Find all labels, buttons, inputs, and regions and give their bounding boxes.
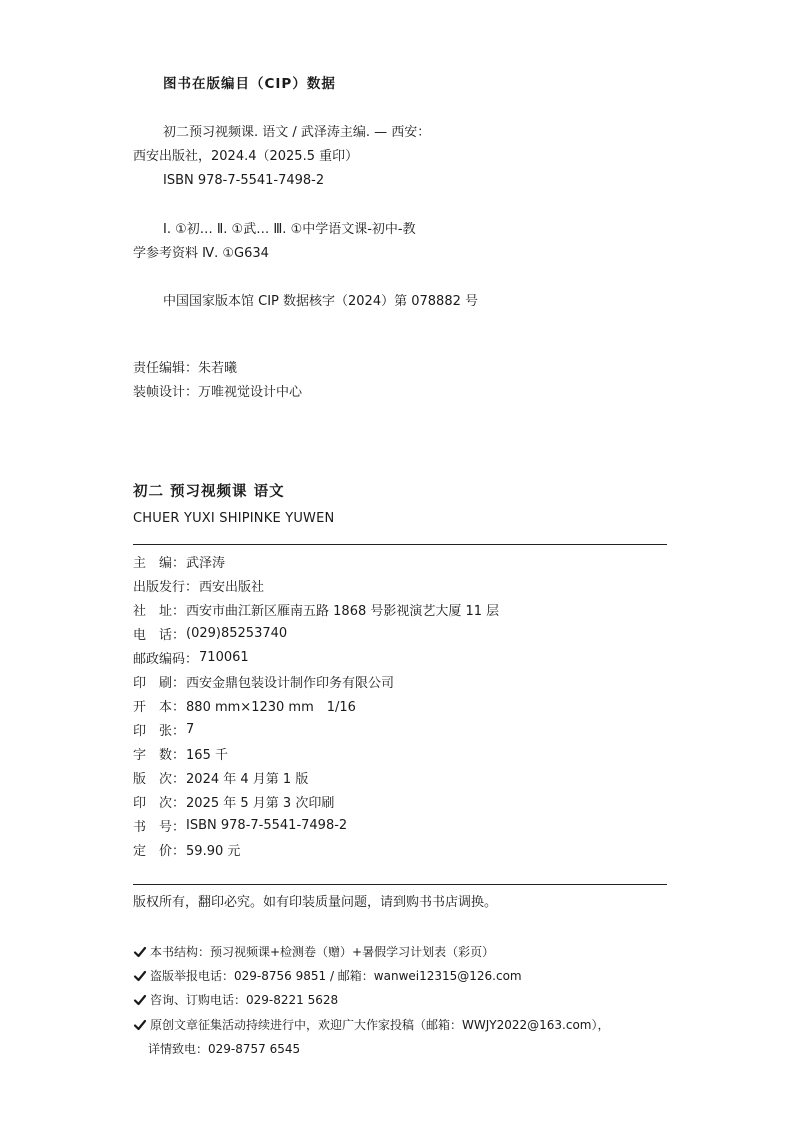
info-label: 字 数	[133, 747, 173, 763]
info-value: 59.90 元	[186, 843, 241, 859]
cip-classification-1: Ⅰ. ①初… Ⅱ. ①武… Ⅲ. ①中学语文课-初中-教	[163, 222, 416, 237]
top-divider	[133, 544, 667, 545]
info-row-edition: 版 次 ： 2024 年 4 月第 1 版	[133, 765, 499, 789]
info-label: 印 张	[133, 723, 173, 739]
info-label: 主 编	[133, 555, 173, 571]
info-label: 书 号	[133, 819, 173, 835]
note-text: 本书结构：预习视频课+检测卷（赠）+暑假学习计划表（彩页）	[150, 945, 495, 959]
info-value: 西安出版社	[199, 579, 265, 595]
cip-classification-2: 学参考资料 Ⅳ. ①G634	[133, 246, 269, 261]
info-value: 7	[186, 721, 195, 737]
info-row-postcode: 邮政编码 ： 710061	[133, 649, 249, 667]
info-label: 邮政编码	[133, 651, 186, 667]
info-label: 社 址	[133, 603, 173, 619]
checkmark-icon	[133, 969, 147, 983]
info-label: 出版发行	[133, 579, 186, 595]
info-row-isbn: 书 号 ： ISBN 978-7-5541-7498-2	[133, 817, 348, 835]
info-row-price: 定 价 ： 59.90 元	[133, 837, 499, 861]
info-value: 710061	[199, 649, 249, 665]
info-label: 印 次	[133, 795, 173, 811]
publication-info-table	[133, 549, 499, 861]
cip-line-2: 西安出版社，2024.4（2025.5 重印）	[133, 149, 359, 164]
info-value: ISBN 978-7-5541-7498-2	[186, 817, 348, 833]
cip-record-number: 中国国家版本馆 CIP 数据核字（2024）第 078882 号	[163, 294, 478, 309]
bottom-divider	[133, 884, 667, 885]
info-value: 2024 年 4 月第 1 版	[186, 771, 309, 787]
info-value: 165 千	[186, 747, 228, 763]
info-row-chief-editor: 主 编 ： 武泽涛	[133, 549, 499, 573]
book-title-pinyin: CHUER YUXI SHIPINKE YUWEN	[133, 511, 335, 526]
cip-title: 图书在版编目（CIP）数据	[163, 76, 336, 92]
note-text: 盗版举报电话：029-8756 9851 / 邮箱：wanwei12315@126.com	[150, 969, 522, 983]
info-row-printer: 印 刷 ： 西安金鼎包装设计制作印务有限公司	[133, 669, 499, 693]
note-submission	[133, 1016, 610, 1033]
info-label: 版 次	[133, 771, 173, 787]
info-row-phone: 电 话 ： (029)85253740	[133, 625, 288, 643]
cip-line-1: 初二预习视频课. 语文 / 武泽涛主编. — 西安：	[163, 125, 431, 140]
checkmark-icon	[133, 1018, 147, 1032]
info-label: 印 刷	[133, 675, 173, 691]
info-value: 西安市曲江新区雁南五路 1868 号影视演艺大厦 11 层	[186, 603, 500, 619]
info-value: 武泽涛	[186, 555, 226, 571]
info-row-publisher: 出版发行 ： 西安出版社	[133, 573, 499, 597]
book-title-chinese: 初二 预习视频课 语文	[133, 484, 285, 500]
note-text: 咨询、订购电话：029-8221 5628	[150, 993, 339, 1007]
info-row-sheets: 印 张 ： 7	[133, 721, 195, 739]
checkmark-icon	[133, 945, 147, 959]
note-text: 原创文章征集活动持续进行中，欢迎广大作家投稿（邮箱：WWJY2022@163.com），	[150, 1018, 610, 1032]
note-order-phone	[133, 991, 338, 1008]
info-label: 电 话	[133, 627, 173, 643]
info-row-printing: 印 次 ： 2025 年 5 月第 3 次印刷	[133, 789, 499, 813]
info-label: 定 价	[133, 843, 173, 859]
info-row-format: 开 本 ： 880 mm×1230 mm 1/16	[133, 693, 499, 717]
note-piracy-report	[133, 967, 522, 984]
info-value: 880 mm×1230 mm 1/16	[186, 699, 356, 715]
note-details-phone	[148, 1040, 300, 1057]
info-value: 2025 年 5 月第 3 次印刷	[186, 795, 335, 811]
note-book-structure	[133, 943, 494, 960]
info-value: (029)85253740	[186, 625, 288, 641]
copyright-notice: 版权所有，翻印必究。如有印装质量问题，请到购书书店调换。	[133, 895, 498, 910]
checkmark-icon	[133, 993, 147, 1007]
info-row-word-count: 字 数 ： 165 千	[133, 741, 499, 765]
info-value: 西安金鼎包装设计制作印务有限公司	[186, 675, 395, 691]
cip-isbn: ISBN 978-7-5541-7498-2	[163, 173, 325, 188]
info-label: 开 本	[133, 699, 173, 715]
note-text: 详情致电：029-8757 6545	[148, 1042, 301, 1056]
cover-designer: 装帧设计：万唯视觉设计中心	[133, 385, 303, 400]
responsible-editor: 责任编辑：朱若曦	[133, 361, 238, 376]
info-row-address: 社 址 ： 西安市曲江新区雁南五路 1868 号影视演艺大厦 11 层	[133, 597, 499, 621]
